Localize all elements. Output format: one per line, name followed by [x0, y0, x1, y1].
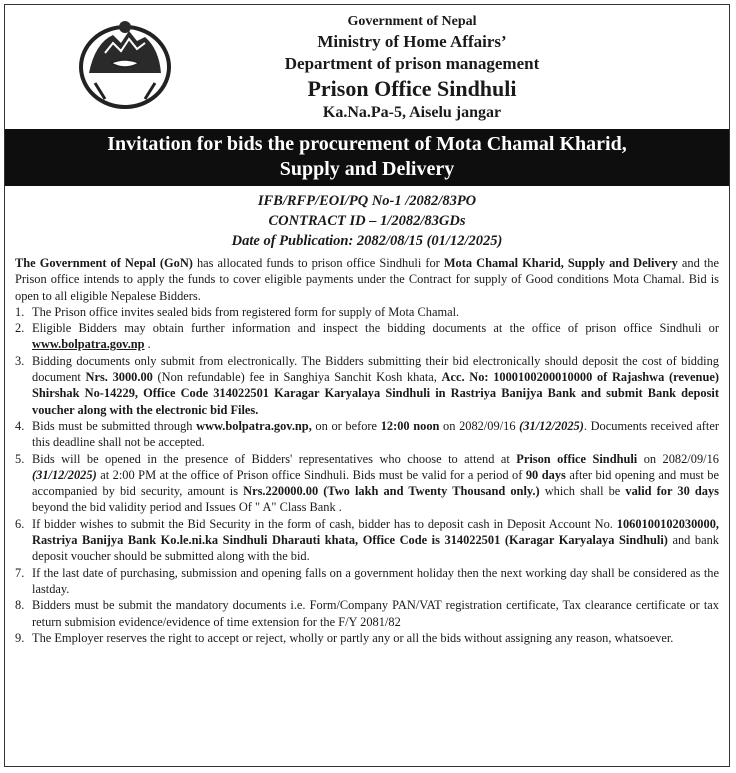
clause-6-account: 1060100102030000, Rastriya Banijya Bank Ko.le.ni.ka Sindhuli Dharauti khata, Office Code is 314022501 (Karagar Karyalaya Sindhuli): [32, 516, 719, 548]
clause-list: [15, 304, 719, 646]
intro-text-2: and the Prison office intends to apply the funds to cover eligible payments under the Contract for supply of Good conditions Mota Chamal. Bid is open to all eligible Nepalese Bidders.: [15, 256, 719, 303]
clause-4-time: 12:00 noon: [380, 418, 440, 433]
clause-4-website: www.bolpatra.gov.np,: [196, 418, 312, 433]
clause-4-text-2: on or before: [311, 418, 381, 433]
intro-procurement: Mota Chamal Kharid, Supply and Delivery: [443, 256, 678, 270]
clause-number: 7.: [15, 565, 25, 580]
clause-number: 4.: [15, 418, 25, 433]
clause-5-security-validity: valid for 30 days: [625, 484, 719, 499]
reference-block: [5, 191, 729, 251]
clause-3-text: Bidding documents only submit from electronically. The Bidders submitting their bid electronically should deposit the cost of bidding document: [32, 353, 719, 385]
clause-3: [15, 353, 719, 418]
title-line-1: Invitation for bids the procurement of Mota Chamal Kharid,: [107, 133, 627, 155]
nepal-government-emblem-icon: [75, 13, 175, 113]
clause-8: [15, 597, 719, 630]
clause-6-text-2: and bank deposit voucher should be submitted along with the bid.: [32, 533, 719, 564]
title-line-2: Supply and Delivery: [279, 158, 455, 180]
notice-header: [5, 5, 729, 129]
clause-5-text-3: after bid opening and must be accompanied by bid security, amount is: [32, 467, 720, 499]
header-office: Prison Office Sindhuli: [307, 76, 517, 101]
clause-5-date-ad: (31/12/2025): [32, 467, 97, 482]
clause-1-text: The Prison office invites sealed bids from registered form for supply of Mota Chamal.: [32, 304, 460, 319]
clause-5-text-4: which shall be: [539, 484, 626, 499]
notice-body: [5, 251, 729, 646]
clause-number: 9.: [15, 630, 25, 645]
clause-number: 5.: [15, 451, 25, 466]
clause-4-text: Bids must be submitted through: [32, 418, 197, 433]
publication-date: Date of Publication: 2082/08/15 (01/12/2025): [231, 233, 503, 249]
clause-4-text-3: . Documents received after this deadline shall not be accepted.: [32, 418, 719, 450]
bolpatra-link[interactable]: www.bolpatra.gov.np: [32, 337, 145, 352]
clause-5-date: on 2082/09/16: [637, 451, 719, 466]
header-government: Government of Nepal: [347, 14, 477, 29]
clause-number: 1.: [15, 304, 25, 319]
clause-2-end: .: [144, 337, 151, 352]
clause-4-date: on 2082/09/16: [439, 418, 520, 433]
contract-id: CONTRACT ID – 1/2082/83GDs: [268, 213, 466, 229]
clause-7-text: If the last date of purchasing, submission and opening falls on a government holiday then the next working day shall be considered as the lastday.: [32, 565, 719, 596]
clause-5-office: Prison office Sindhuli: [516, 451, 638, 466]
clause-1: [15, 304, 719, 320]
clause-4: [15, 418, 719, 451]
intro-text-1: has allocated funds to prison office Sindhuli for: [192, 256, 444, 270]
clause-6: [15, 516, 719, 565]
clause-9: [15, 630, 719, 646]
bid-notice: [4, 4, 730, 767]
clause-number: 8.: [15, 598, 25, 613]
clause-2-text: Eligible Bidders may obtain further information and inspect the bidding documents at the office of prison office Sindhuli or: [32, 321, 719, 336]
notice-title-bar: [5, 129, 729, 186]
clause-6-text: If bidder wishes to submit the Bid Security in the form of cash, bidder has to deposit cash in Deposit Account No.: [32, 516, 617, 531]
clause-number: 3.: [15, 353, 25, 368]
header-department: Department of prison management: [284, 54, 540, 73]
header-lines: [185, 13, 639, 124]
clause-8-text: Bidders must be submit the mandatory documents i.e. Form/Company PAN/VAT registration certificate, Tax clearance certificate or tax return submision evidence/evidence of time extension for the F/Y 2081/82: [32, 598, 719, 629]
clause-3-fee: Nrs. 3000.00: [85, 370, 153, 385]
clause-2: [15, 320, 719, 353]
clause-number: 2.: [15, 321, 25, 336]
clause-3-account: Acc. No: 1000100200010000 of Rajashwa (revenue) Shirshak No-14229, Office Code 314022501 Karagar Karyalaya Sindhuli in Rastriya Banijya Bank and submit Bank deposit voucher along with the electronic bid Files.: [32, 370, 719, 417]
header-ministry: Ministry of Home Affairs’: [317, 32, 507, 51]
clause-5-text-5: beyond the bid validity period and Issues Of " A" Class Bank .: [32, 500, 342, 515]
intro-paragraph: [15, 255, 719, 304]
clause-5-text-2: at 2:00 PM at the office of Prison office Sindhuli. Bids must be valid for a period of: [96, 467, 526, 482]
clause-3-text-2: (Non refundable) fee in Sanghiya Sanchit Kosh khata,: [152, 370, 442, 385]
clause-5-validity: 90 days: [525, 467, 566, 482]
clause-number: 6.: [15, 516, 25, 531]
clause-7: [15, 565, 719, 598]
intro-gon: The Government of Nepal (GoN): [15, 256, 193, 270]
clause-4-date-ad: (31/12/2025): [519, 418, 584, 433]
clause-9-text: The Employer reserves the right to accept or reject, wholly or partly any or all the bids without assigning any reason, whatsoever.: [32, 630, 674, 645]
clause-5: [15, 451, 719, 516]
clause-5-amount: Nrs.220000.00 (Two lakh and Twenty Thousand only.): [243, 484, 540, 499]
header-address: Ka.Na.Pa-5, Aiselu jangar: [322, 104, 502, 121]
clause-5-text: Bids will be opened in the presence of Bidders' representatives who choose to attend at: [32, 451, 517, 466]
ifb-number: IFB/RFP/EOI/PQ No-1 /2082/83PO: [257, 193, 477, 209]
